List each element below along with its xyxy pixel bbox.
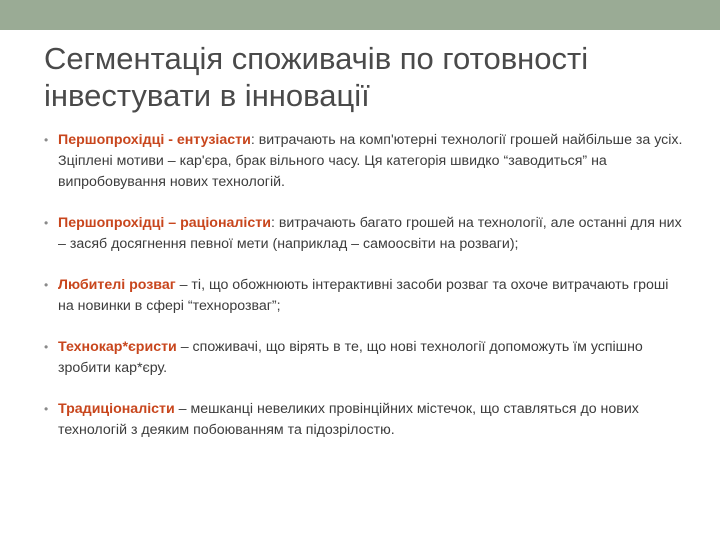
list-item [44, 337, 684, 379]
list-item [44, 399, 684, 441]
bullet-icon: • [44, 402, 49, 416]
segment-description: – мешканці невеликих провінційних містечок, що ставляться до нових технологій з деяким побоюванням та підозрілостю. [58, 401, 639, 438]
segment-term: Любителі розваг [58, 277, 176, 293]
segment-term: Першопрохідці - ентузіасти [58, 132, 251, 148]
segment-description: – споживачі, що вірять в те, що нові технології допоможуть їм успішно зробити кар*єру. [58, 339, 643, 376]
bullet-icon: • [44, 133, 49, 147]
list-item [44, 275, 684, 317]
segment-term: Першопрохідці – раціоналісти [58, 215, 271, 231]
segment-description: : витрачають на комп'ютерні технології грошей найбільше за усіх. Зціплені мотиви – кар'єра, брак вільного часу. Ця категорія швидко “заводиться” на випробовування нових технологій. [58, 132, 683, 190]
segment-term: Традиціоналісти [58, 401, 175, 417]
bullet-list [44, 130, 684, 441]
segment-description: – ті, що обожнюють інтерактивні засоби розваг та охоче витрачають гроші на новинки в сфері “технорозваг”; [58, 277, 669, 314]
slide-title: Сегментація споживачів по готовності інвестувати в інновації [44, 41, 589, 113]
top-decor-bar [0, 0, 720, 30]
bullet-icon: • [44, 340, 49, 354]
list-item [44, 130, 684, 193]
bullet-icon: • [44, 278, 49, 292]
segment-description: : витрачають багато грошей на технології, але останні для них – засяб досягнення певної мети (наприклад – самоосвіти на розваги); [58, 215, 682, 252]
bullet-icon: • [44, 216, 49, 230]
list-item [44, 213, 684, 255]
segment-term: Технокар*єристи [58, 339, 177, 355]
